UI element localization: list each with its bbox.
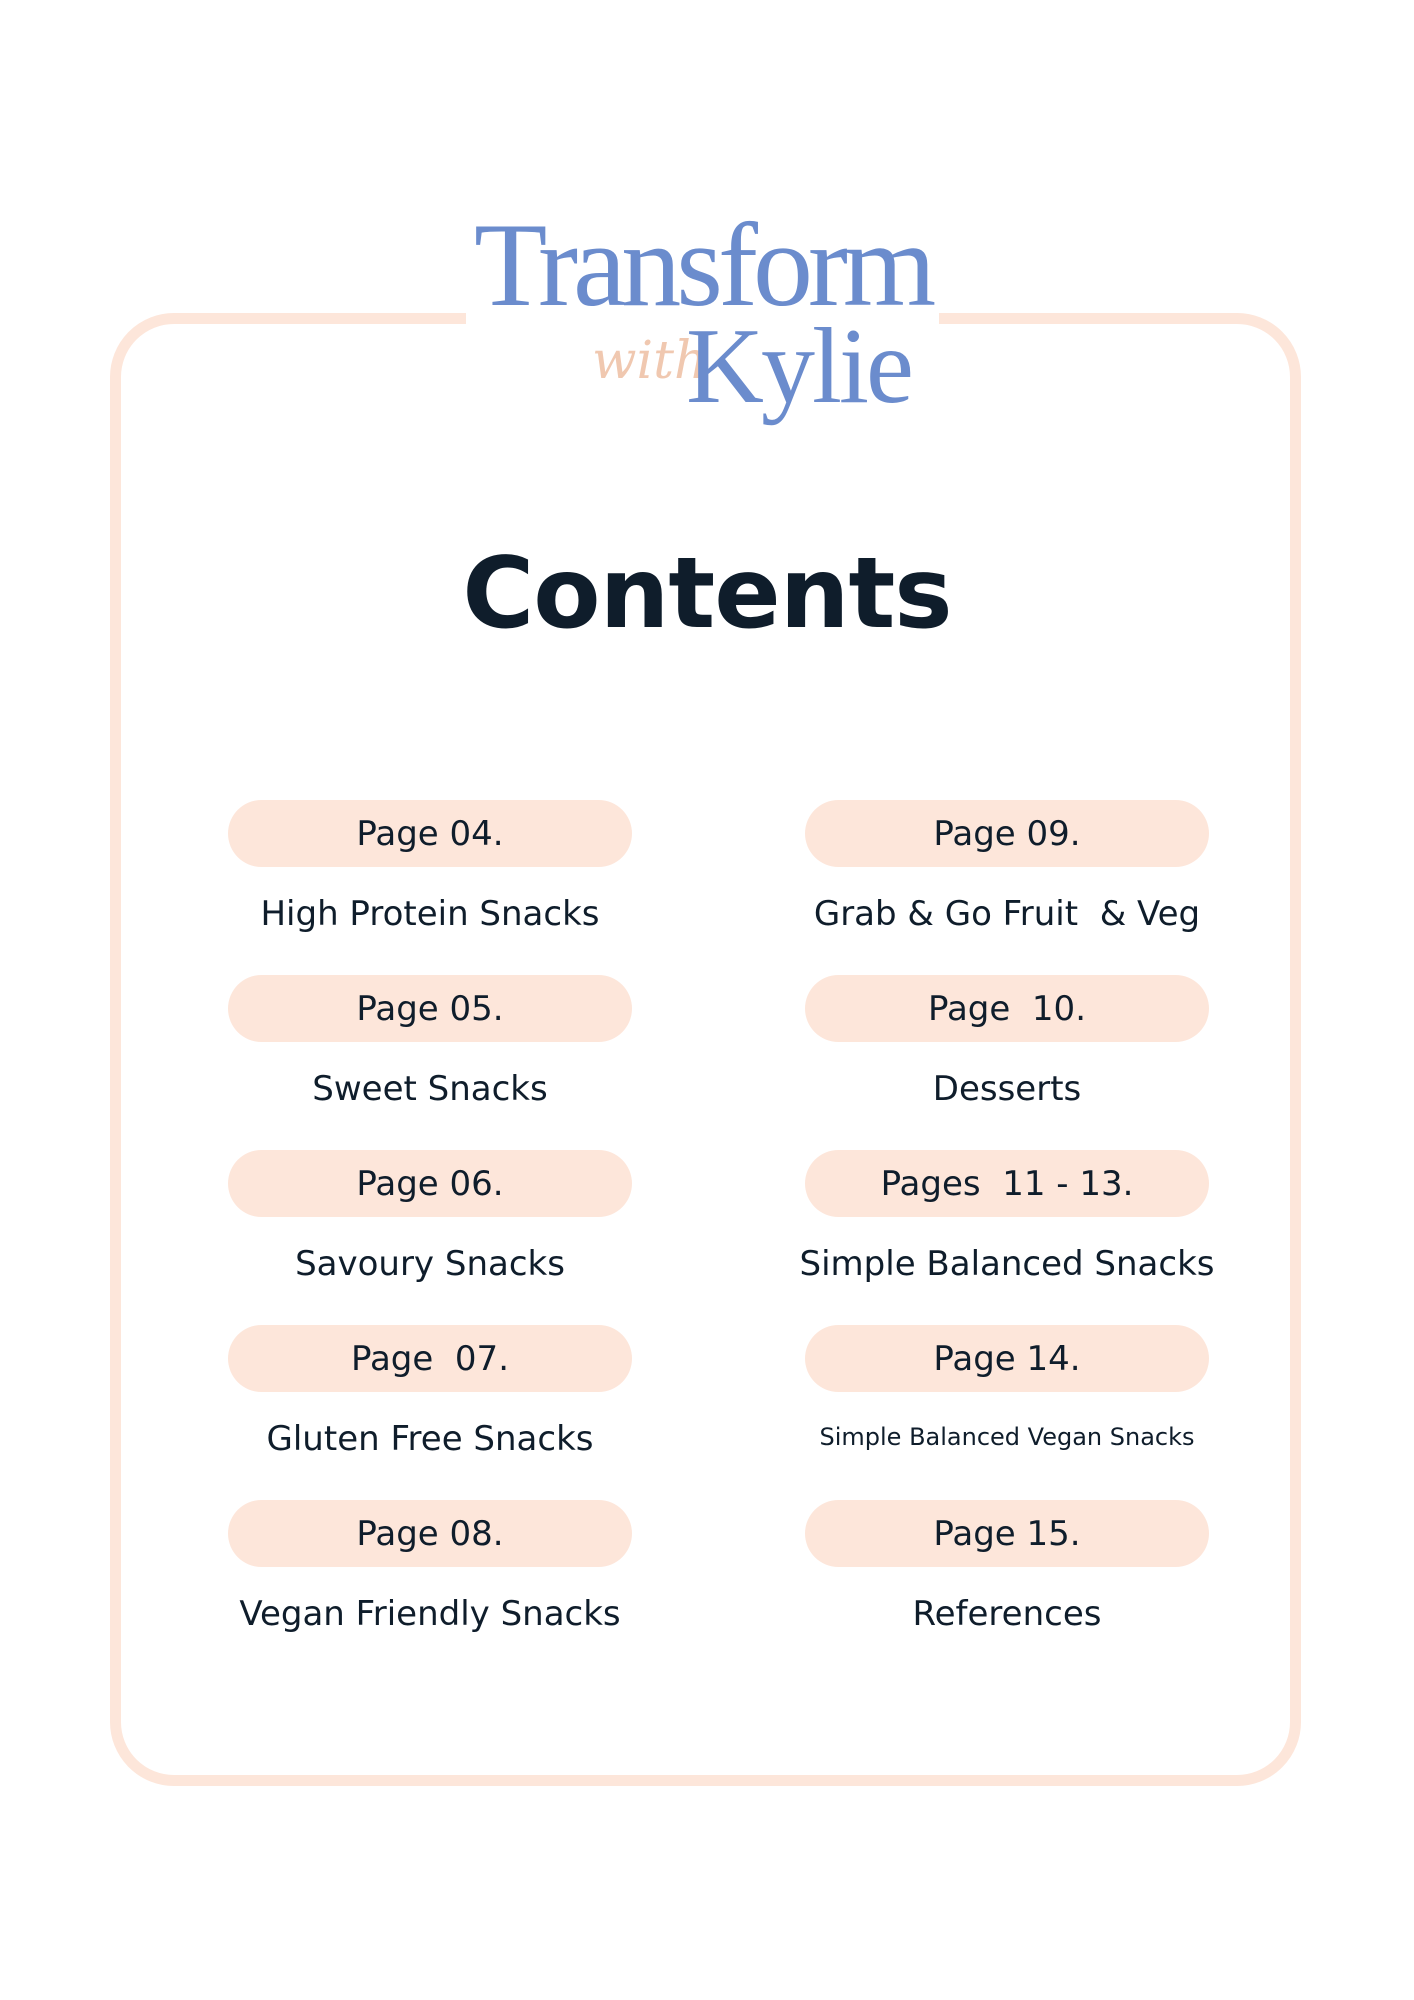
toc-entry[interactable] xyxy=(767,1325,1247,1500)
section-label: High Protein Snacks xyxy=(260,894,600,934)
page-number-pill: Page 15. xyxy=(805,1500,1209,1567)
page-number-pill: Page 06. xyxy=(228,1150,632,1217)
page-title: Contents xyxy=(462,537,952,651)
toc-entry[interactable] xyxy=(190,975,670,1150)
brand-logo xyxy=(430,198,950,445)
section-label: Simple Balanced Vegan Snacks xyxy=(819,1423,1195,1451)
page-number-pill: Page 08. xyxy=(228,1500,632,1567)
page-number-pill: Pages 11 - 13. xyxy=(805,1150,1209,1217)
logo-transform-text: Transform xyxy=(466,205,939,325)
section-label: Simple Balanced Snacks xyxy=(799,1244,1215,1284)
toc-entry[interactable] xyxy=(767,1150,1247,1325)
section-label: Vegan Friendly Snacks xyxy=(239,1594,621,1634)
logo-with-script: with xyxy=(592,331,708,391)
section-label: Sweet Snacks xyxy=(312,1069,548,1109)
toc-entry[interactable] xyxy=(767,1500,1247,1675)
toc-entry[interactable] xyxy=(767,975,1247,1150)
toc-entry[interactable] xyxy=(767,800,1247,975)
page-number-pill: Page 09. xyxy=(805,800,1209,867)
section-label: Savoury Snacks xyxy=(295,1244,565,1284)
page-number-pill: Page 14. xyxy=(805,1325,1209,1392)
contents-column-right xyxy=(767,800,1247,1675)
page-number-pill: Page 10. xyxy=(805,975,1209,1042)
page-number-pill: Page 04. xyxy=(228,800,632,867)
logo-kylie-text: Kylie xyxy=(686,307,911,426)
contents-column-left xyxy=(190,800,670,1675)
section-label: References xyxy=(912,1594,1102,1634)
toc-entry[interactable] xyxy=(190,1500,670,1675)
toc-entry[interactable] xyxy=(190,1150,670,1325)
section-label: Gluten Free Snacks xyxy=(266,1419,594,1459)
toc-entry[interactable] xyxy=(190,1325,670,1500)
section-label: Desserts xyxy=(932,1069,1082,1109)
page-number-pill: Page 07. xyxy=(228,1325,632,1392)
section-label: Grab & Go Fruit & Veg xyxy=(813,894,1201,934)
page-number-pill: Page 05. xyxy=(228,975,632,1042)
toc-entry[interactable] xyxy=(190,800,670,975)
